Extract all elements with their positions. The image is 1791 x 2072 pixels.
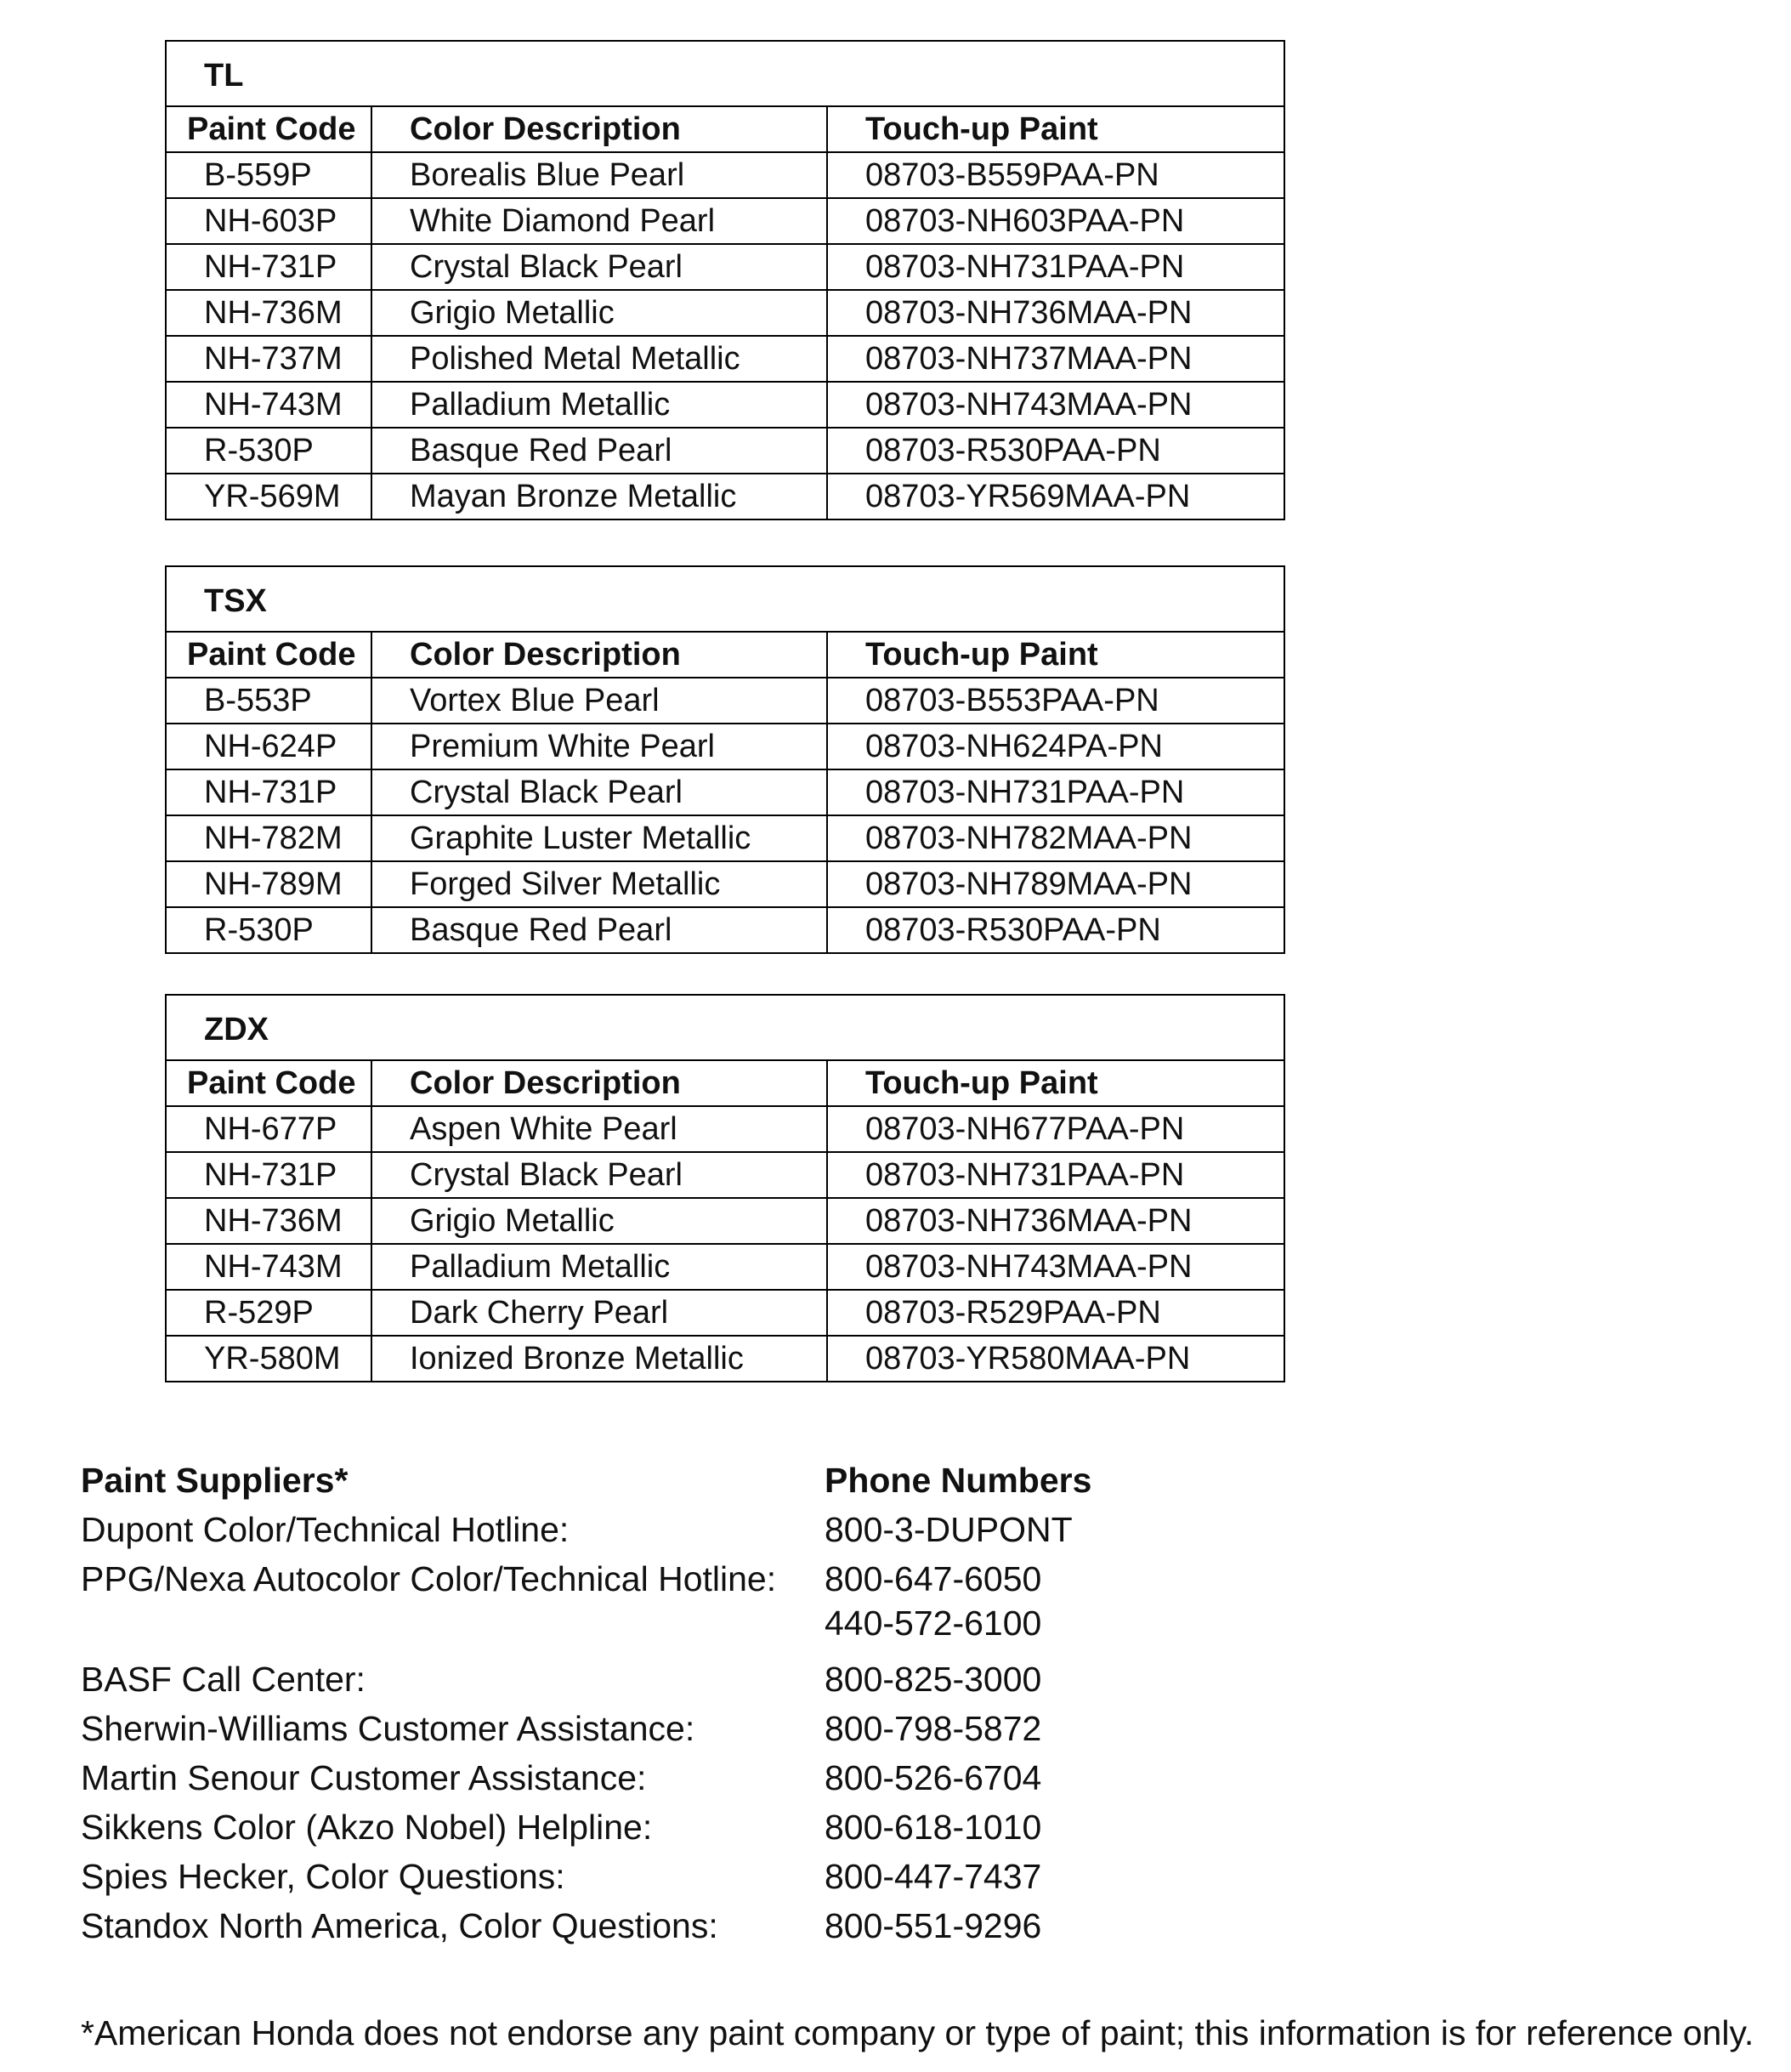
supplier-phones bbox=[825, 1554, 1041, 1643]
paint-code-cell: B-553P bbox=[166, 678, 371, 724]
table-title: TSX bbox=[166, 566, 1284, 632]
suppliers-header-row bbox=[81, 1456, 1356, 1505]
supplier-name: Sikkens Color (Akzo Nobel) Helpline: bbox=[81, 1808, 653, 1847]
touch-up-paint-cell: 08703-NH743MAA-PN bbox=[827, 382, 1284, 428]
color-description-cell: White Diamond Pearl bbox=[371, 198, 827, 244]
touch-up-paint-cell: 08703-R530PAA-PN bbox=[827, 907, 1284, 953]
paint-table-tl bbox=[165, 40, 1285, 520]
paint-table-tsx bbox=[165, 565, 1285, 954]
supplier-name: PPG/Nexa Autocolor Color/Technical Hotline: bbox=[81, 1559, 777, 1598]
supplier-phone: 800-551-9296 bbox=[825, 1906, 1042, 1945]
table-row bbox=[166, 1290, 1284, 1336]
column-header-touch-up-paint: Touch-up Paint bbox=[827, 106, 1284, 152]
touch-up-paint-cell: 08703-B553PAA-PN bbox=[827, 678, 1284, 724]
table-row bbox=[166, 198, 1284, 244]
column-header-touch-up-paint: Touch-up Paint bbox=[827, 632, 1284, 678]
paint-code-cell: R-530P bbox=[166, 907, 371, 953]
supplier-name: Spies Hecker, Color Questions: bbox=[81, 1857, 565, 1896]
touch-up-paint-cell: 08703-NH731PAA-PN bbox=[827, 244, 1284, 290]
color-description-cell: Basque Red Pearl bbox=[371, 907, 827, 953]
supplier-row bbox=[81, 1802, 1356, 1852]
column-header-color-description: Color Description bbox=[371, 632, 827, 678]
supplier-row bbox=[81, 1554, 1356, 1643]
supplier-phone: 800-618-1010 bbox=[825, 1808, 1042, 1847]
supplier-phone: 800-798-5872 bbox=[825, 1709, 1042, 1748]
paint-code-cell: NH-782M bbox=[166, 815, 371, 861]
color-description-cell: Crystal Black Pearl bbox=[371, 244, 827, 290]
touch-up-paint-cell: 08703-NH782MAA-PN bbox=[827, 815, 1284, 861]
color-description-cell: Forged Silver Metallic bbox=[371, 861, 827, 907]
paint-code-cell: NH-789M bbox=[166, 861, 371, 907]
touch-up-paint-cell: 08703-NH624PA-PN bbox=[827, 724, 1284, 769]
supplier-name: BASF Call Center: bbox=[81, 1660, 366, 1699]
paint-code-cell: NH-736M bbox=[166, 290, 371, 336]
column-header-paint-code: Paint Code bbox=[166, 106, 371, 152]
touch-up-paint-cell: 08703-NH789MAA-PN bbox=[827, 861, 1284, 907]
supplier-row bbox=[81, 1852, 1356, 1901]
table-row bbox=[166, 428, 1284, 474]
paint-code-cell: R-529P bbox=[166, 1290, 371, 1336]
table-row bbox=[166, 907, 1284, 953]
paint-code-cell: NH-736M bbox=[166, 1198, 371, 1244]
table-row bbox=[166, 1244, 1284, 1290]
touch-up-paint-cell: 08703-R530PAA-PN bbox=[827, 428, 1284, 474]
touch-up-paint-cell: 08703-NH743MAA-PN bbox=[827, 1244, 1284, 1290]
paint-code-cell: NH-603P bbox=[166, 198, 371, 244]
supplier-name: Standox North America, Color Questions: bbox=[81, 1906, 718, 1945]
supplier-row bbox=[81, 1901, 1356, 1950]
paint-table-zdx bbox=[165, 994, 1285, 1382]
color-description-cell: Graphite Luster Metallic bbox=[371, 815, 827, 861]
table-row bbox=[166, 1198, 1284, 1244]
paint-code-cell: NH-731P bbox=[166, 769, 371, 815]
table-row bbox=[166, 678, 1284, 724]
column-header-color-description: Color Description bbox=[371, 106, 827, 152]
supplier-row bbox=[81, 1505, 1356, 1554]
color-description-cell: Borealis Blue Pearl bbox=[371, 152, 827, 198]
column-header-color-description: Color Description bbox=[371, 1060, 827, 1106]
supplier-row bbox=[81, 1753, 1356, 1802]
paint-code-cell: YR-580M bbox=[166, 1336, 371, 1382]
supplier-phone: 800-825-3000 bbox=[825, 1660, 1042, 1699]
supplier-phone: 800-526-6704 bbox=[825, 1758, 1042, 1797]
supplier-phone: 800-3-DUPONT bbox=[825, 1510, 1073, 1549]
paint-code-cell: NH-737M bbox=[166, 336, 371, 382]
paint-suppliers-section bbox=[81, 1456, 1356, 1950]
table-row bbox=[166, 815, 1284, 861]
table-row bbox=[166, 861, 1284, 907]
column-header-touch-up-paint: Touch-up Paint bbox=[827, 1060, 1284, 1106]
table-title: ZDX bbox=[166, 995, 1284, 1060]
column-header-paint-code: Paint Code bbox=[166, 632, 371, 678]
table-row bbox=[166, 724, 1284, 769]
touch-up-paint-cell: 08703-NH731PAA-PN bbox=[827, 769, 1284, 815]
table-row bbox=[166, 1106, 1284, 1152]
supplier-name: Martin Senour Customer Assistance: bbox=[81, 1758, 647, 1797]
touch-up-paint-cell: 08703-YR569MAA-PN bbox=[827, 474, 1284, 519]
column-header-paint-code: Paint Code bbox=[166, 1060, 371, 1106]
color-description-cell: Polished Metal Metallic bbox=[371, 336, 827, 382]
table-row bbox=[166, 1152, 1284, 1198]
table-title: TL bbox=[166, 41, 1284, 106]
touch-up-paint-cell: 08703-NH603PAA-PN bbox=[827, 198, 1284, 244]
table-row bbox=[166, 769, 1284, 815]
table-row bbox=[166, 244, 1284, 290]
table-header-row bbox=[166, 106, 1284, 152]
color-description-cell: Palladium Metallic bbox=[371, 382, 827, 428]
supplier-phone: 440-572-6100 bbox=[825, 1604, 1042, 1643]
supplier-row bbox=[81, 1655, 1356, 1704]
supplier-phone: 800-447-7437 bbox=[825, 1857, 1042, 1896]
color-description-cell: Premium White Pearl bbox=[371, 724, 827, 769]
color-description-cell: Crystal Black Pearl bbox=[371, 769, 827, 815]
table-row bbox=[166, 336, 1284, 382]
color-description-cell: Grigio Metallic bbox=[371, 290, 827, 336]
touch-up-paint-cell: 08703-NH731PAA-PN bbox=[827, 1152, 1284, 1198]
supplier-name: Dupont Color/Technical Hotline: bbox=[81, 1510, 570, 1549]
phone-numbers-header: Phone Numbers bbox=[825, 1461, 1092, 1500]
touch-up-paint-cell: 08703-B559PAA-PN bbox=[827, 152, 1284, 198]
color-description-cell: Vortex Blue Pearl bbox=[371, 678, 827, 724]
table-row bbox=[166, 474, 1284, 519]
color-description-cell: Palladium Metallic bbox=[371, 1244, 827, 1290]
paint-code-cell: NH-731P bbox=[166, 244, 371, 290]
supplier-name: Sherwin-Williams Customer Assistance: bbox=[81, 1709, 695, 1748]
paint-code-cell: R-530P bbox=[166, 428, 371, 474]
color-description-cell: Crystal Black Pearl bbox=[371, 1152, 827, 1198]
table-row bbox=[166, 1336, 1284, 1382]
paint-code-cell: YR-569M bbox=[166, 474, 371, 519]
paint-code-cell: NH-677P bbox=[166, 1106, 371, 1152]
color-description-cell: Basque Red Pearl bbox=[371, 428, 827, 474]
color-description-cell: Ionized Bronze Metallic bbox=[371, 1336, 827, 1382]
supplier-row bbox=[81, 1704, 1356, 1753]
table-row bbox=[166, 382, 1284, 428]
paint-code-cell: NH-743M bbox=[166, 382, 371, 428]
touch-up-paint-cell: 08703-NH736MAA-PN bbox=[827, 290, 1284, 336]
supplier-phone: 800-647-6050 bbox=[825, 1559, 1042, 1598]
touch-up-paint-cell: 08703-YR580MAA-PN bbox=[827, 1336, 1284, 1382]
suppliers-header: Paint Suppliers* bbox=[81, 1461, 349, 1500]
touch-up-paint-cell: 08703-R529PAA-PN bbox=[827, 1290, 1284, 1336]
paint-code-cell: NH-624P bbox=[166, 724, 371, 769]
touch-up-paint-cell: 08703-NH737MAA-PN bbox=[827, 336, 1284, 382]
paint-code-cell: NH-743M bbox=[166, 1244, 371, 1290]
color-description-cell: Grigio Metallic bbox=[371, 1198, 827, 1244]
color-description-cell: Mayan Bronze Metallic bbox=[371, 474, 827, 519]
table-header-row bbox=[166, 1060, 1284, 1106]
touch-up-paint-cell: 08703-NH677PAA-PN bbox=[827, 1106, 1284, 1152]
color-description-cell: Aspen White Pearl bbox=[371, 1106, 827, 1152]
touch-up-paint-cell: 08703-NH736MAA-PN bbox=[827, 1198, 1284, 1244]
table-row bbox=[166, 290, 1284, 336]
disclaimer-footnote: *American Honda does not endorse any paint company or type of paint; this information is for reference only. bbox=[81, 2013, 1754, 2052]
paint-code-cell: B-559P bbox=[166, 152, 371, 198]
table-row bbox=[166, 152, 1284, 198]
table-header-row bbox=[166, 632, 1284, 678]
paint-code-cell: NH-731P bbox=[166, 1152, 371, 1198]
color-description-cell: Dark Cherry Pearl bbox=[371, 1290, 827, 1336]
